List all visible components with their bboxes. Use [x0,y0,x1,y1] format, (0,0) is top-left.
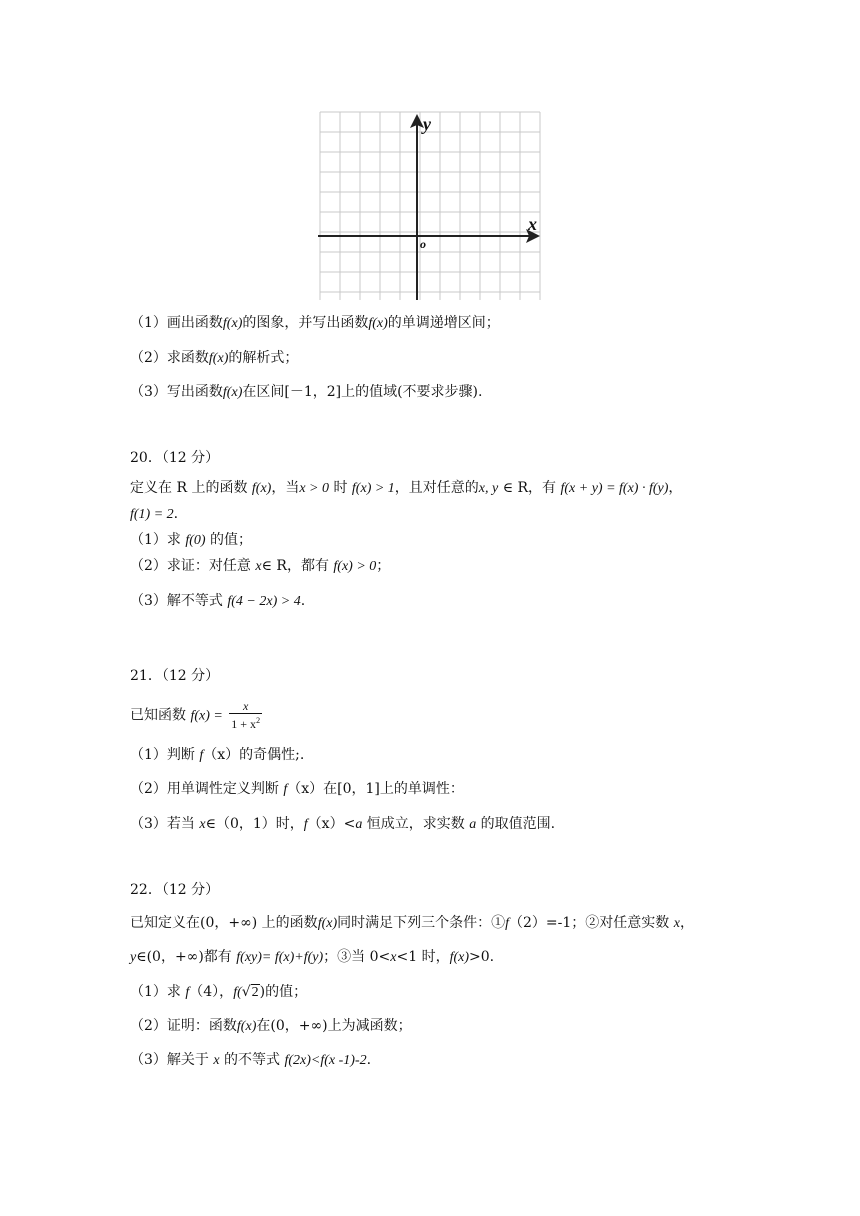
y-axis-label: y [423,114,431,134]
q20-part-1: （1）求 f(0) 的值； [130,532,253,548]
grid-lines [320,112,540,300]
origin-label: o [420,237,426,251]
q21-part-1: （1）判断 f（x）的奇偶性;. [130,747,305,763]
q21-statement: 已知函数 f(x) = $\frac{x}{1 + x^2}$ [130,699,261,731]
q22-statement-line-2: y∈(0，+∞)都有 f(xy)= f(x)+f(y)；③当 0<x<1 时，f(x)>0. [130,949,495,965]
q20-part-2: （2）求证：对任意 x∈ R，都有 f(x) > 0； [130,558,391,574]
q19-part-1: （1）画出函数f(x)的图象，并写出函数f(x)的单调递增区间； [130,315,500,331]
q21-part-2: （2）用单调性定义判断 f（x）在[0，1]上的单调性： [130,781,464,797]
q20-statement-line-1: 定义在 R 上的函数 f(x)，当x > 0 时 f(x) > 1，且对任意的x, y ∈ R，有 f(x + y) = f(x) · f(y)， [130,480,683,496]
coordinate-grid-figure [316,108,544,304]
q19-part-3: （3）写出函数f(x)在区间[－1，2]上的值域(不要求步骤). [130,384,483,400]
q22-part-3: （3）解关于 x 的不等式 f(2x)<f(x -1)-2. [130,1052,372,1068]
q21-header: 21．（12 分） [130,668,220,684]
q22-statement-line-1: 已知定义在(0，+∞) 上的函数f(x)同时满足下列三个条件：①f（2）=-1；②对任意实数 x， [130,915,694,931]
q21-part-3: （3）若当 x∈（0，1）时，f（x）<a 恒成立，求实数 a 的取值范围. [130,816,556,832]
q22-header: 22．（12 分） [130,882,220,898]
sqrt-symbol: √ [241,984,251,1000]
x-axis-label: x [528,214,537,234]
q20-part-3: （3）解不等式 f(4 − 2x) > 4. [130,593,306,609]
function-fraction: $\frac{x}{1 + x^2}$ [231,699,261,731]
q22-part-2: （2）证明：函数f(x)在(0，+∞)上为减函数； [130,1018,412,1034]
q20-statement-line-2: f(1) = 2. [130,506,179,522]
q20-header: 20．（12 分） [130,450,220,466]
q22-part-1: （1）求 f（4），f(√2)的值； [130,984,308,1000]
q19-part-2: （2）求函数f(x)的解析式； [130,350,299,366]
